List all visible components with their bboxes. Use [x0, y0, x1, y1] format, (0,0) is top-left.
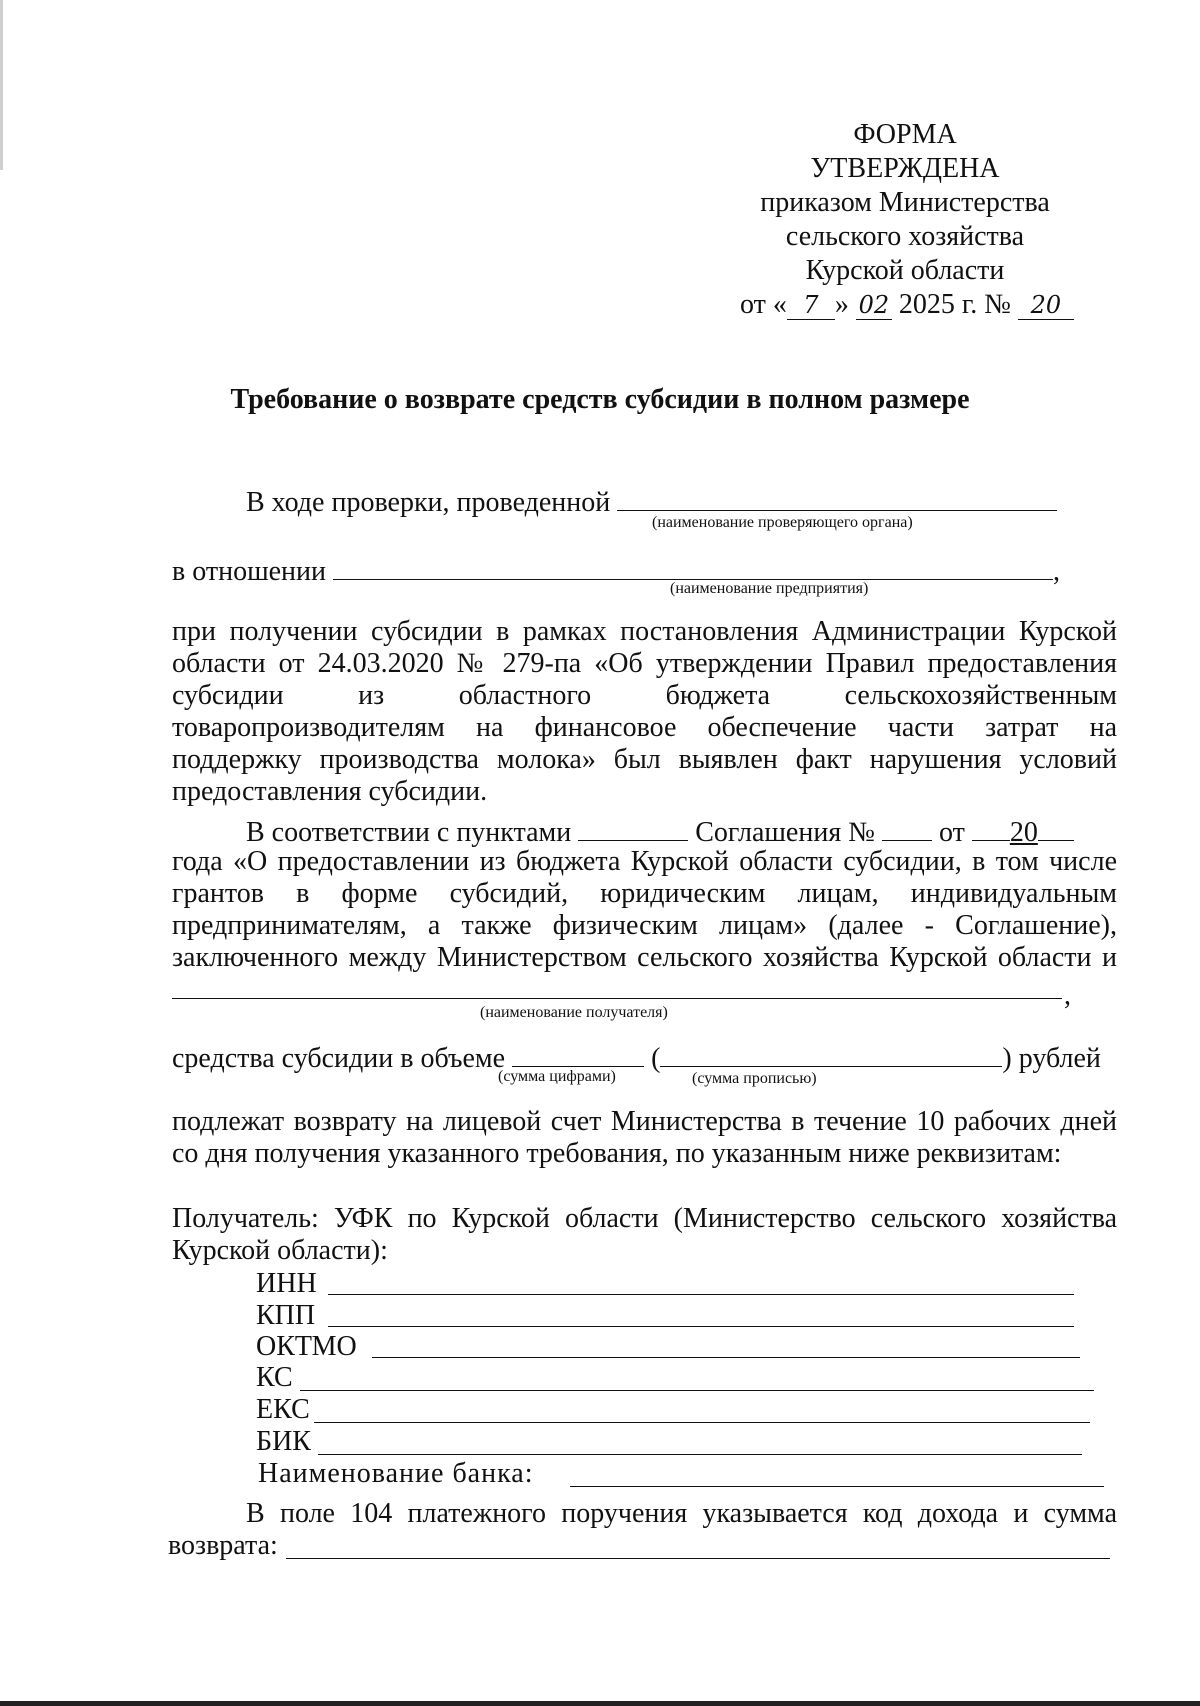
oktmo-field[interactable]: [372, 1357, 1080, 1358]
regard-caption: (наименование предприятия): [670, 580, 869, 597]
kpp-label: КПП: [256, 1300, 316, 1331]
inn-field[interactable]: [328, 1294, 1074, 1295]
approval-year-number: 2025 г. №: [898, 289, 1011, 320]
agreement-line: предпринимателям, а также физическим лицам» (далее - Соглашение),: [172, 910, 1117, 941]
field104-line: В поле 104 платежного поручения указывается код дохода и сумма: [246, 1498, 1117, 1529]
agreement-date-label: от: [938, 817, 965, 848]
oktmo-label: ОКТМО: [256, 1331, 357, 1362]
ks-field[interactable]: [300, 1390, 1094, 1391]
approval-date-line: [740, 288, 1070, 322]
amount-close: ) рублей: [1002, 1043, 1101, 1074]
bank-name-label: Наименование банка:: [258, 1458, 534, 1489]
bik-label: БИК: [256, 1426, 311, 1457]
agreement-year-prefix: 20: [1009, 817, 1038, 848]
approval-block: [740, 118, 1070, 322]
recipient-caption: (наименование получателя): [480, 1004, 668, 1021]
regard-enterprise-field[interactable]: [333, 553, 1053, 580]
agreement-number-label: Соглашения №: [695, 817, 875, 848]
field104-paragraph: [172, 1498, 1117, 1530]
violation-paragraph: [172, 616, 1117, 808]
agreement-paragraph: [172, 846, 1117, 974]
violation-line: субсидии из областного бюджета сельскохозяйственным: [172, 680, 1117, 711]
recipient-comma: ,: [1064, 980, 1071, 1011]
approval-date-mid: »: [834, 289, 849, 320]
ks-label: КС: [256, 1362, 293, 1393]
approval-number-handwritten: 20: [1018, 291, 1074, 320]
amount-digits-field[interactable]: [512, 1040, 644, 1067]
agreement-points-field[interactable]: [578, 814, 688, 841]
regard-label: в отношении: [172, 556, 327, 587]
return-code-label: возврата:: [168, 1530, 278, 1561]
recipient-field[interactable]: [172, 998, 1062, 999]
approval-date-prefix: от «: [740, 289, 787, 320]
return-code-field[interactable]: [286, 1558, 1110, 1559]
bank-name-field[interactable]: [570, 1486, 1104, 1487]
scan-edge-bottom: [0, 1701, 1200, 1706]
amount-words-field[interactable]: [660, 1040, 1002, 1067]
amount-label: средства субсидии в объеме: [172, 1043, 506, 1074]
payee-line: Курской области):: [172, 1235, 388, 1266]
return-line: подлежат возврату на лицевой счет Министерства в течение 10 рабочих дней: [172, 1106, 1117, 1137]
scan-edge-left: [0, 0, 3, 170]
regard-line: [172, 553, 1060, 588]
return-line: со дня получения указанного требования, по указанным ниже реквизитам:: [172, 1138, 1062, 1169]
agreement-line: заключенного между Министерством сельского хозяйства Курской области и: [172, 942, 1117, 973]
agreement-first-line: [246, 814, 1074, 849]
agreement-date-field[interactable]: [972, 814, 1010, 841]
violation-line: товаропроизводителям на финансовое обеспечение части затрат на: [172, 712, 1117, 743]
approval-month-handwritten: 02: [856, 291, 892, 320]
violation-line: предоставления субсидии.: [172, 776, 488, 807]
eks-label: ЕКС: [256, 1394, 310, 1425]
amount-line: [172, 1040, 1101, 1075]
inn-label: ИНН: [256, 1268, 317, 1299]
kpp-field[interactable]: [328, 1326, 1074, 1327]
amount-open-paren: (: [651, 1043, 661, 1074]
agreement-year-field[interactable]: [1038, 814, 1074, 841]
eks-field[interactable]: [314, 1422, 1090, 1423]
agreement-number-field[interactable]: [882, 814, 932, 841]
amount-digits-caption: (сумма цифрами): [498, 1068, 616, 1085]
approval-form-label: ФОРМА: [853, 119, 957, 150]
approval-region-line: Курской области: [805, 255, 1005, 286]
approval-day-handwritten: 7: [787, 291, 835, 320]
violation-line: области от 24.03.2020 № 279-па «Об утверждении Правил предоставления: [172, 648, 1117, 679]
payee-paragraph: [172, 1203, 1117, 1267]
approval-order-line: приказом Министерства: [760, 187, 1050, 218]
payee-line: Получатель: УФК по Курской области (Министерство сельского хозяйства: [172, 1203, 1117, 1234]
bik-field[interactable]: [318, 1454, 1082, 1455]
agreement-line: грантов в форме субсидий, юридическим лицам, индивидуальным: [172, 878, 1117, 909]
approval-approved-label: УТВЕРЖДЕНА: [810, 153, 1000, 184]
agreement-line: года «О предоставлении из бюджета Курской области субсидии, в том числе: [172, 846, 1117, 877]
agreement-points-label: В соответствии с пунктами: [246, 817, 572, 848]
check-caption: (наименование проверяющего органа): [652, 514, 913, 531]
violation-line: при получении субсидии в рамках постановления Администрации Курской: [172, 616, 1117, 647]
check-authority-field[interactable]: [617, 484, 1057, 511]
return-paragraph: [172, 1106, 1117, 1170]
regard-comma: ,: [1053, 556, 1061, 587]
violation-line: поддержку производства молока» был выявлен факт нарушения условий: [172, 744, 1117, 775]
check-label: В ходе проверки, проведенной: [246, 487, 611, 518]
amount-words-caption: (сумма прописью): [692, 1070, 817, 1087]
approval-ministry-line: сельского хозяйства: [785, 221, 1025, 252]
document-title: Требование о возврате средств субсидии в полном размере: [230, 384, 970, 415]
